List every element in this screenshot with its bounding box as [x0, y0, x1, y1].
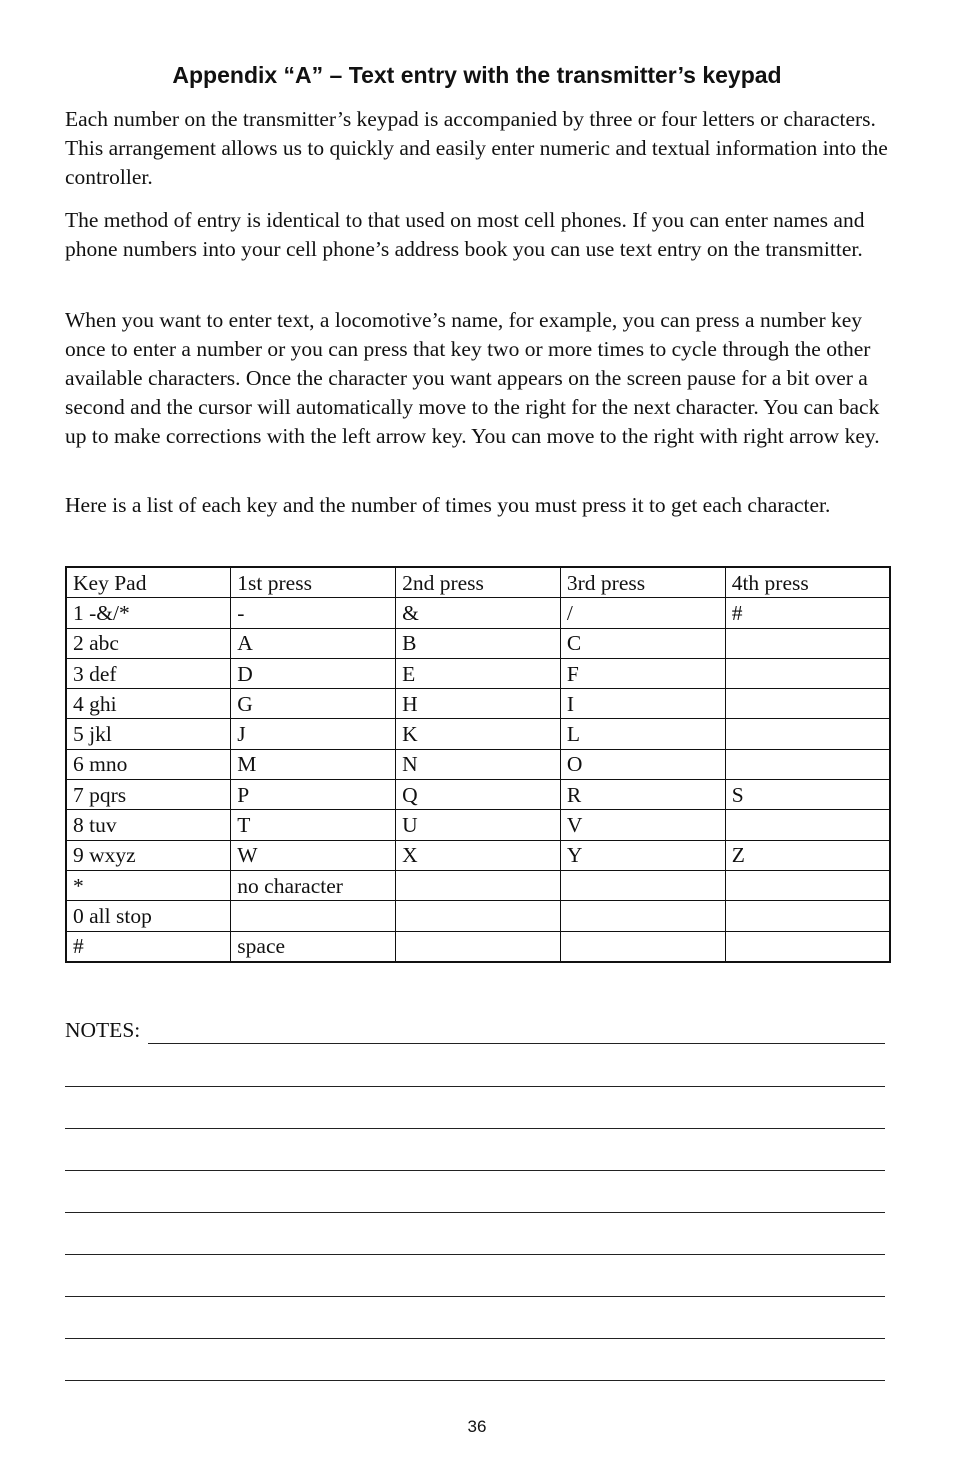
method-paragraph: The method of entry is identical to that used on most cell phones. If you can enter names and phone numbers into your cell phone’s address book you can use text entry on the transmitter.: [65, 208, 865, 261]
press-cell: [725, 658, 890, 688]
press-cell: /: [560, 598, 725, 628]
press-cell: R: [560, 780, 725, 810]
header-2nd-press: 2nd press: [396, 567, 561, 598]
press-cell: Y: [560, 840, 725, 870]
intro-paragraph: Each number on the transmitter’s keypad is accompanied by three or four letters or characters. This arrangement allows us to quickly and easily enter numeric and textual information into the controller.: [65, 107, 888, 189]
press-cell: U: [396, 810, 561, 840]
key-cell: 0 all stop: [66, 901, 231, 931]
press-cell: D: [231, 658, 396, 688]
table-row: [66, 870, 890, 900]
press-cell: [725, 719, 890, 749]
key-cell: #: [66, 931, 231, 962]
press-cell: K: [396, 719, 561, 749]
table-row: [66, 931, 890, 962]
notes-line: [65, 1190, 885, 1213]
press-cell: I: [560, 689, 725, 719]
press-cell: #: [725, 598, 890, 628]
press-cell: T: [231, 810, 396, 840]
press-cell: [396, 901, 561, 931]
press-cell: no character: [231, 870, 396, 900]
press-cell: [725, 931, 890, 962]
press-cell: [725, 901, 890, 931]
header-3rd-press: 3rd press: [560, 567, 725, 598]
notes-line: [65, 1064, 885, 1087]
table-intro-paragraph: Here is a list of each key and the number of times you must press it to get each character.: [65, 493, 831, 517]
press-cell: O: [560, 749, 725, 779]
table-row: [66, 810, 890, 840]
table-row: [66, 780, 890, 810]
table-row: [66, 598, 890, 628]
press-cell: [396, 931, 561, 962]
press-cell: E: [396, 658, 561, 688]
press-cell: [560, 901, 725, 931]
press-cell: [725, 749, 890, 779]
key-cell: 7 pqrs: [66, 780, 231, 810]
press-cell: M: [231, 749, 396, 779]
press-cell: -: [231, 598, 396, 628]
notes-line: [65, 1232, 885, 1255]
key-cell: 3 def: [66, 658, 231, 688]
key-cell: 5 jkl: [66, 719, 231, 749]
header-keypad: Key Pad: [66, 567, 231, 598]
table-header-row: [66, 567, 890, 598]
key-cell: 2 abc: [66, 628, 231, 658]
table-row: [66, 749, 890, 779]
press-cell: [396, 870, 561, 900]
keypad-table: [65, 566, 891, 963]
instructions-paragraph: When you want to enter text, a locomotive’s name, for example, you can press a number key once to enter a number or you can press that key two or more times to cycle through the other available characters. Once the character you want appears on the screen pause for a bit over a second and the cursor will automatically move to the right for the next character. You can back up to make corrections with the left arrow key. You can move to the right with right arrow key.: [65, 308, 880, 448]
press-cell: V: [560, 810, 725, 840]
key-cell: *: [66, 870, 231, 900]
table-row: [66, 719, 890, 749]
press-cell: B: [396, 628, 561, 658]
press-cell: L: [560, 719, 725, 749]
press-cell: C: [560, 628, 725, 658]
press-cell: G: [231, 689, 396, 719]
press-cell: H: [396, 689, 561, 719]
header-4th-press: 4th press: [725, 567, 890, 598]
notes-line: [65, 1316, 885, 1339]
press-cell: [231, 901, 396, 931]
press-cell: N: [396, 749, 561, 779]
press-cell: [560, 931, 725, 962]
table-row: [66, 658, 890, 688]
notes-line: [65, 1148, 885, 1171]
notes-line: [65, 1106, 885, 1129]
press-cell: [560, 870, 725, 900]
notes-line: [65, 1274, 885, 1297]
key-cell: 4 ghi: [66, 689, 231, 719]
press-cell: X: [396, 840, 561, 870]
press-cell: [725, 689, 890, 719]
press-cell: J: [231, 719, 396, 749]
header-1st-press: 1st press: [231, 567, 396, 598]
key-cell: 8 tuv: [66, 810, 231, 840]
notes-line: [65, 1358, 885, 1381]
notes-label: NOTES:: [65, 1018, 141, 1042]
press-cell: [725, 810, 890, 840]
press-cell: Z: [725, 840, 890, 870]
table-row: [66, 840, 890, 870]
page-title: Appendix “A” – Text entry with the transmitter’s keypad: [172, 62, 782, 88]
key-cell: 6 mno: [66, 749, 231, 779]
press-cell: W: [231, 840, 396, 870]
press-cell: P: [231, 780, 396, 810]
press-cell: [725, 628, 890, 658]
press-cell: Q: [396, 780, 561, 810]
press-cell: F: [560, 658, 725, 688]
press-cell: &: [396, 598, 561, 628]
key-cell: 1 -&/*: [66, 598, 231, 628]
press-cell: A: [231, 628, 396, 658]
table-row: [66, 689, 890, 719]
table-row: [66, 901, 890, 931]
key-cell: 9 wxyz: [66, 840, 231, 870]
notes-line: [148, 1021, 885, 1044]
press-cell: space: [231, 931, 396, 962]
press-cell: [725, 870, 890, 900]
press-cell: S: [725, 780, 890, 810]
table-row: [66, 628, 890, 658]
page-number: 36: [467, 1417, 487, 1436]
